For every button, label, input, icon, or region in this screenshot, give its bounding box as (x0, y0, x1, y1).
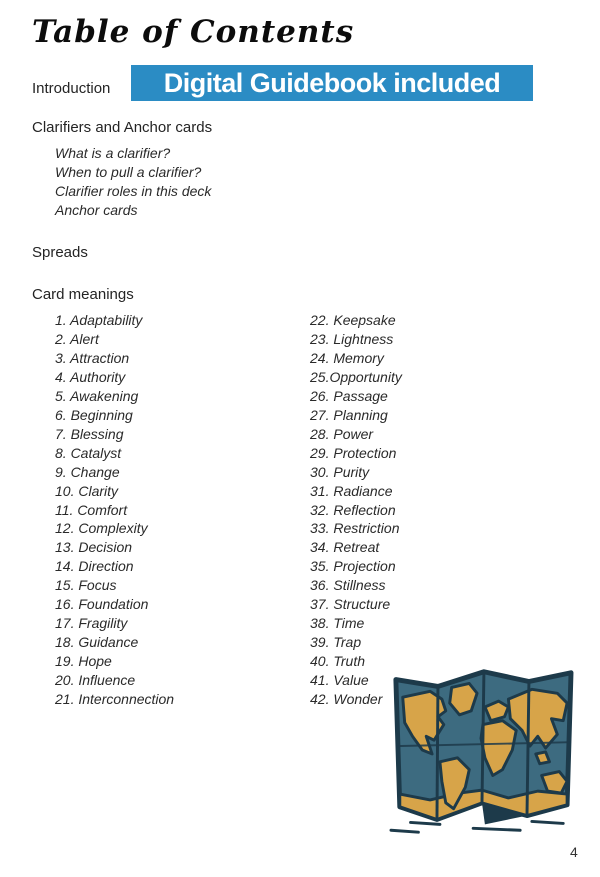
clarifier-subentries (55, 144, 211, 220)
card-meaning-entry: 42. Wonder (310, 691, 383, 708)
card-meaning-entry: 36. Stillness (310, 577, 386, 594)
card-meaning-entry: 27. Planning (310, 406, 388, 423)
card-meaning-entry: 38. Time (310, 615, 365, 632)
card-meaning-entry: 11. Comfort (55, 501, 128, 518)
toc-entry-spreads: Spreads (32, 244, 88, 261)
toc-subentry: When to pull a clarifier? (55, 164, 202, 180)
card-meaning-entry: 35. Projection (310, 558, 396, 575)
card-meaning-entry: 26. Passage (310, 387, 388, 404)
card-meaning-entry: 6. Beginning (55, 406, 133, 423)
toc-entry-card-meanings: Card meanings (32, 286, 134, 303)
card-meaning-entry: 2. Alert (55, 330, 99, 347)
world-map-illustration (383, 660, 579, 842)
card-meaning-entry: 12. Complexity (55, 520, 148, 537)
card-meaning-entry: 8. Catalyst (55, 444, 122, 461)
card-meanings-left-column (55, 311, 310, 709)
card-meaning-entry: 28. Power (310, 425, 374, 442)
card-meanings-right-column (310, 311, 565, 709)
toc-subentry: Anchor cards (55, 202, 138, 218)
card-meaning-entry: 29. Protection (310, 444, 397, 461)
digital-guidebook-banner (131, 65, 533, 101)
card-meaning-entry: 34. Retreat (310, 539, 380, 556)
card-meaning-entry: 15. Focus (55, 577, 117, 594)
banner-label: Digital Guidebook included (163, 67, 501, 98)
card-meaning-entry: 24. Memory (310, 349, 384, 366)
card-meaning-entry: 30. Purity (310, 463, 370, 480)
card-meaning-entry: 7. Blessing (55, 425, 124, 442)
card-meaning-entry: 41. Value (310, 672, 369, 689)
card-meaning-entry: 40. Truth (310, 653, 365, 670)
card-meaning-entry: 21. Interconnection (55, 691, 175, 708)
card-meaning-entry: 1. Adaptability (55, 312, 143, 328)
card-meaning-entry: 4. Authority (55, 368, 126, 385)
card-meaning-entry: 33. Restriction (310, 520, 400, 537)
card-meaning-entry: 5. Awakening (55, 387, 139, 404)
card-meaning-entry: 25.Opportunity (310, 368, 402, 385)
card-meaning-entry: 39. Trap (310, 634, 362, 651)
card-meaning-entry: 23. Lightness (310, 330, 394, 347)
card-meaning-entry: 17. Fragility (55, 615, 128, 632)
card-meaning-entry: 22. Keepsake (310, 312, 396, 328)
page-number: 4 (570, 844, 578, 860)
card-meaning-entry: 31. Radiance (310, 482, 393, 499)
card-meaning-entry: 37. Structure (310, 596, 391, 613)
card-meaning-entry: 9. Change (55, 463, 120, 480)
toc-entry-clarifiers: Clarifiers and Anchor cards (32, 119, 213, 136)
toc-subentry: Clarifier roles in this deck (55, 183, 212, 199)
card-meaning-entry: 20. Influence (55, 672, 136, 689)
card-meaning-entry: 16. Foundation (55, 596, 149, 613)
card-meanings-columns (55, 311, 565, 709)
card-meaning-entry: 13. Decision (55, 539, 133, 556)
card-meaning-entry: 14. Direction (55, 558, 134, 575)
folded-world-map-icon (383, 660, 579, 842)
card-meaning-entry: 32. Reflection (310, 501, 396, 518)
card-meaning-entry: 10. Clarity (55, 482, 119, 499)
toc-entry-introduction: Introduction (32, 80, 111, 97)
card-meaning-entry: 19. Hope (55, 653, 112, 670)
card-meaning-entry: 18. Guidance (55, 634, 139, 651)
page-title: Table of Contents (32, 14, 355, 50)
toc-subentry: What is a clarifier? (55, 145, 171, 161)
card-meaning-entry: 3. Attraction (55, 349, 130, 366)
